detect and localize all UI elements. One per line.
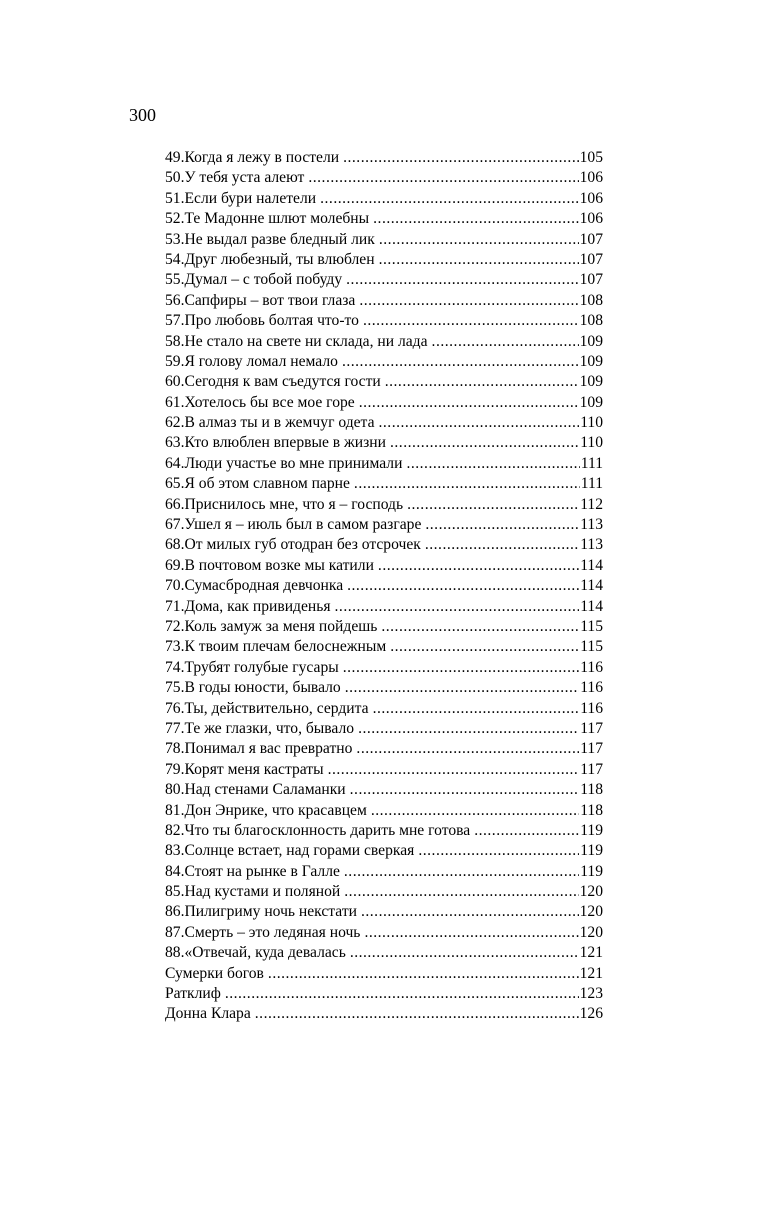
toc-entry-title: 69.В почтовом возке мы катили xyxy=(165,556,374,574)
toc-entry-title: Донна Клара xyxy=(165,1005,251,1023)
toc-entry-title: 51.Если бури налетели xyxy=(165,189,317,207)
toc-entry xyxy=(165,209,603,229)
dot-leader xyxy=(363,311,579,331)
toc-entry-title: 60.Сегодня к вам съедутся гости xyxy=(165,373,381,391)
dot-leader xyxy=(418,841,579,861)
dot-leader xyxy=(361,902,579,922)
toc-entry-page: 119 xyxy=(580,821,603,839)
toc-entry xyxy=(165,535,603,555)
dot-leader xyxy=(308,168,578,188)
toc-entry-page: 105 xyxy=(579,149,603,166)
toc-entry xyxy=(165,515,603,535)
dot-leader xyxy=(268,964,579,984)
toc-entry-page: 110 xyxy=(580,434,603,452)
toc-entry-title: 56.Сапфиры – вот твои глаза xyxy=(165,291,356,309)
toc-entry-title: 52.Те Мадонне шлют молебны xyxy=(165,210,370,228)
dot-leader xyxy=(359,393,579,413)
toc-entry-page: 107 xyxy=(579,271,603,289)
toc-entry-page: 126 xyxy=(579,1005,603,1023)
toc-entry-page: 121 xyxy=(579,964,603,982)
toc-entry-title: 50.У тебя уста алеют xyxy=(165,169,305,187)
dot-leader xyxy=(432,332,579,352)
toc-entry-title: Сумерки богов xyxy=(165,964,264,982)
toc-entry-page: 106 xyxy=(579,169,603,187)
dot-leader xyxy=(425,515,579,535)
toc-entry xyxy=(165,230,603,250)
dot-leader xyxy=(343,658,579,678)
page-number: 300 xyxy=(129,105,156,125)
toc-entry-page: 108 xyxy=(579,291,603,309)
toc-entry-title: 71.Дома, как привиденья xyxy=(165,597,331,615)
dot-leader xyxy=(343,148,579,168)
toc-entry xyxy=(165,739,603,759)
toc-entry-page: 116 xyxy=(580,658,603,676)
toc-entry xyxy=(165,393,603,413)
toc-entry-page: 114 xyxy=(580,556,603,574)
toc-entry-page: 108 xyxy=(579,312,603,330)
toc-entry xyxy=(165,597,603,617)
toc-entry xyxy=(165,841,603,861)
dot-leader xyxy=(225,984,579,1004)
dot-leader xyxy=(328,760,580,780)
dot-leader xyxy=(346,270,578,290)
toc-entry-title: 86.Пилигриму ночь некстати xyxy=(165,903,357,921)
toc-entry xyxy=(165,902,603,922)
dot-leader xyxy=(335,597,580,617)
dot-leader xyxy=(378,556,579,576)
toc-entry-title: 81.Дон Энрике, что красавцем xyxy=(165,801,367,819)
toc-entry-page: 109 xyxy=(579,332,603,350)
toc-entry xyxy=(165,311,603,331)
toc-entry xyxy=(165,433,603,453)
toc-entry xyxy=(165,576,603,596)
toc-entry-page: 113 xyxy=(580,516,603,534)
toc-entry-page: 113 xyxy=(580,536,603,554)
toc-entry-title: 83.Солнце встает, над горами сверкая xyxy=(165,842,415,860)
toc-entry-title: 54.Друг любезный, ты влюблен xyxy=(165,250,375,268)
dot-leader xyxy=(347,576,579,596)
dot-leader xyxy=(390,637,579,657)
toc-entry xyxy=(165,882,603,902)
toc-entry-page: 115 xyxy=(580,638,603,656)
toc-entry xyxy=(165,332,603,352)
toc-entry xyxy=(165,678,603,698)
toc-entry xyxy=(165,699,603,719)
toc-entry-title: 72.Коль замуж за меня пойдешь xyxy=(165,617,378,635)
toc-entry-page: 109 xyxy=(579,373,603,391)
toc-entry-title: 85.Над кустами и поляной xyxy=(165,883,341,901)
dot-leader xyxy=(342,352,579,372)
dot-leader xyxy=(255,1004,579,1024)
toc-entry-page: 111 xyxy=(580,454,603,472)
toc-entry xyxy=(165,372,603,392)
toc-entry xyxy=(165,189,603,209)
toc-entry xyxy=(165,780,603,800)
dot-leader xyxy=(371,801,579,821)
toc-entry xyxy=(165,821,603,841)
toc-entry-title: 59.Я голову ломал немало xyxy=(165,352,338,370)
dot-leader xyxy=(385,372,579,392)
toc-entry-page: 107 xyxy=(579,230,603,248)
table-of-contents xyxy=(165,148,603,1025)
toc-entry-page: 115 xyxy=(580,617,603,635)
toc-entry-title: Ратклиф xyxy=(165,985,221,1003)
toc-entry-page: 118 xyxy=(580,801,603,819)
dot-leader xyxy=(407,495,579,515)
toc-entry xyxy=(165,413,603,433)
toc-entry xyxy=(165,556,603,576)
dot-leader xyxy=(350,780,580,800)
toc-entry-title: 67.Ушел я – июль был в самом разгаре xyxy=(165,516,422,534)
dot-leader xyxy=(390,433,579,453)
toc-entry xyxy=(165,923,603,943)
toc-entry-page: 109 xyxy=(579,352,603,370)
toc-entry-title: 73.К твоим плечам белоснежным xyxy=(165,638,387,656)
toc-entry-page: 107 xyxy=(579,250,603,268)
dot-leader xyxy=(320,189,578,209)
toc-entry-page: 119 xyxy=(580,842,603,860)
toc-entry xyxy=(165,637,603,657)
toc-entry-title: 61.Хотелось бы все мое горе xyxy=(165,393,355,411)
toc-entry-page: 120 xyxy=(579,903,603,921)
toc-entry-page: 114 xyxy=(580,597,603,615)
toc-entry-title: 64.Люди участье во мне принимали xyxy=(165,454,403,472)
dot-leader xyxy=(425,535,579,555)
toc-entry-page: 118 xyxy=(580,781,603,799)
toc-entry-title: 65.Я об этом славном парне xyxy=(165,475,350,493)
dot-leader xyxy=(379,230,579,250)
toc-entry-title: 49.Когда я лежу в постели xyxy=(165,149,340,166)
toc-entry-page: 123 xyxy=(579,985,603,1003)
toc-entry-title: 88.«Отвечай, куда девалась xyxy=(165,944,346,962)
toc-entry-title: 75.В годы юности, бывало xyxy=(165,679,341,697)
dot-leader xyxy=(344,862,579,882)
toc-entry-page: 109 xyxy=(579,393,603,411)
dot-leader xyxy=(359,291,578,311)
toc-entry xyxy=(165,943,603,963)
dot-leader xyxy=(373,699,580,719)
toc-entry-page: 111 xyxy=(580,475,603,493)
toc-entry xyxy=(165,801,603,821)
toc-entry-title: 77.Те же глазки, что, бывало xyxy=(165,719,355,737)
toc-entry-title: 53.Не выдал разве бледный лик xyxy=(165,230,375,248)
toc-entry xyxy=(165,168,603,188)
toc-entry-page: 110 xyxy=(580,414,603,432)
toc-entry xyxy=(165,1004,603,1024)
toc-entry-page: 117 xyxy=(580,719,603,737)
toc-entry xyxy=(165,474,603,494)
toc-entry-title: 76.Ты, действительно, сердита xyxy=(165,699,369,717)
toc-entry-page: 114 xyxy=(580,577,603,595)
toc-entry-page: 116 xyxy=(580,679,603,697)
toc-entry-title: 66.Приснилось мне, что я – господь xyxy=(165,495,404,513)
toc-entry-page: 119 xyxy=(580,862,603,880)
toc-entry-page: 121 xyxy=(579,944,603,962)
toc-entry xyxy=(165,760,603,780)
toc-entry-title: 79.Корят меня кастраты xyxy=(165,760,324,778)
toc-entry xyxy=(165,658,603,678)
toc-entry-page: 112 xyxy=(580,495,603,513)
dot-leader xyxy=(406,454,579,474)
toc-entry-page: 106 xyxy=(579,189,603,207)
toc-entry-title: 63.Кто влюблен впервые в жизни xyxy=(165,434,386,452)
toc-entry-title: 58.Не стало на свете ни склада, ни лада xyxy=(165,332,428,350)
toc-entry-title: 74.Трубят голубые гусары xyxy=(165,658,339,676)
toc-entry-title: 68.От милых губ отодран без отсрочек xyxy=(165,536,421,554)
dot-leader xyxy=(364,923,578,943)
toc-entry xyxy=(165,964,603,984)
toc-entry-title: 84.Стоят на рынке в Галле xyxy=(165,862,340,880)
toc-entry-title: 55.Думал – с тобой побуду xyxy=(165,271,343,289)
toc-entry xyxy=(165,495,603,515)
toc-entry xyxy=(165,617,603,637)
toc-entry xyxy=(165,862,603,882)
toc-entry-title: 57.Про любовь болтая что-то xyxy=(165,312,359,330)
dot-leader xyxy=(345,678,579,698)
toc-entry xyxy=(165,454,603,474)
dot-leader xyxy=(350,943,579,963)
dot-leader xyxy=(358,719,579,739)
toc-entry xyxy=(165,352,603,372)
toc-entry-title: 80.Над стенами Саламанки xyxy=(165,781,346,799)
dot-leader xyxy=(381,617,579,637)
toc-entry xyxy=(165,270,603,290)
dot-leader xyxy=(373,209,578,229)
dot-leader xyxy=(356,739,579,759)
toc-entry xyxy=(165,250,603,270)
toc-entry-page: 120 xyxy=(579,923,603,941)
toc-entry-title: 62.В алмаз ты и в жемчуг одета xyxy=(165,414,375,432)
toc-entry xyxy=(165,984,603,1004)
toc-entry-title: 70.Сумасбродная девчонка xyxy=(165,577,344,595)
dot-leader xyxy=(344,882,578,902)
toc-entry-page: 117 xyxy=(580,740,603,758)
toc-entry-title: 78.Понимал я вас превратно xyxy=(165,740,353,758)
toc-entry-title: 82.Что ты благосклонность дарить мне готова xyxy=(165,821,471,839)
toc-entry-page: 120 xyxy=(579,883,603,901)
toc-entry xyxy=(165,291,603,311)
toc-entry-page: 117 xyxy=(580,760,603,778)
toc-entry-page: 116 xyxy=(580,699,603,717)
toc-entry-title: 87.Смерть – это ледяная ночь xyxy=(165,923,361,941)
toc-entry-page: 106 xyxy=(579,210,603,228)
dot-leader xyxy=(474,821,579,841)
dot-leader xyxy=(379,413,580,433)
dot-leader xyxy=(379,250,579,270)
dot-leader xyxy=(354,474,580,494)
toc-entry xyxy=(165,719,603,739)
toc-entry xyxy=(165,148,603,168)
